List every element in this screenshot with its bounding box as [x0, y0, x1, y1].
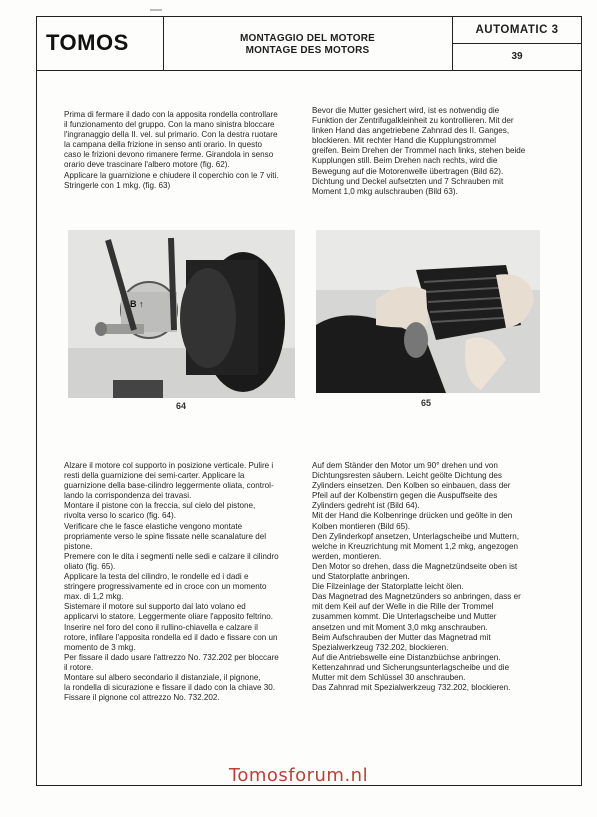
text-line: caso le frizioni devono rimanere ferme. Girandola in senso — [64, 150, 274, 160]
text-line: Applicare la guarnizione e chiudere il coperchio con le 7 viti. — [64, 170, 279, 180]
figure-64-caption: 64 — [176, 401, 187, 411]
header-divider — [36, 70, 582, 71]
text-line: l'ingranaggio della II. vel. sul primario. Con la destra ruotare — [64, 130, 278, 140]
text-line: blockieren. Mit rechter Hand die Kupplungstrommel — [312, 136, 496, 146]
text-line: rivolta verso lo scarico (fig. 64). — [64, 511, 177, 521]
text-line: Auf dem Ständer den Motor um 90° drehen und von — [312, 461, 498, 470]
text-line: Kettenzahnrad und Sicherungsunterlagscheibe und die — [312, 662, 510, 672]
text-line: Fissare il pignone col attrezzo No. 732.202. — [64, 693, 220, 703]
text-line: linken Hand das angetriebene Zahnrad des II. Ganges, — [312, 126, 510, 136]
piston-marking: B ↑ — [130, 299, 144, 309]
text-line: applicarvi lo statore. Leggermente oliare l'apposito feltrino. — [64, 612, 273, 622]
text-line: werden, montieren. — [312, 551, 382, 561]
text-line: la rondella di sicurazione e fissare il dado con la chiave 30. — [64, 683, 276, 693]
text-line: Zylinders gedreht ist (Bild 64). — [312, 501, 420, 511]
text-line: rotore, infilare l'apposita rondella ed il dado e fissare con un — [64, 632, 278, 642]
text-line: ansetzen und mit Moment 3,0 mkg anschrauben. — [312, 622, 488, 632]
text-line: Stringerle con 1 mkg. (fig. 63) — [64, 180, 171, 190]
text-line: Kolben montieren (Bild 65). — [312, 521, 411, 531]
text-line: Den Zylinderkopf ansetzen, Unterlagscheibe und Muttern, — [312, 531, 519, 541]
text-line: resti della guarnizione dei semi-carter. Applicare la — [64, 471, 245, 481]
text-line: Funktion der Zentrifugalkleinheit zu kontrollieren. Mit der — [312, 116, 514, 126]
text-line: Prima di fermare il dado con la apposita rondella controllare — [64, 110, 278, 119]
text-line: Moment 1,0 mkg aulschrauben (Bild 63). — [312, 186, 458, 196]
text-line: stringere progressivamente ed in croce con un momento — [64, 582, 267, 592]
page-title-french: MONTAGE DES MOTORS — [245, 45, 370, 56]
text-line: Per fissare il dado usare l'attrezzo No. 732.202 per bloccare — [64, 652, 279, 662]
text-line: il rotore. — [64, 662, 94, 672]
figure-65-photo — [316, 230, 540, 393]
text-line: Auf die Antriebswelle eine Distanzbüchse anbringen. — [312, 652, 501, 662]
scan-mark — [150, 9, 162, 11]
text-line: Das Magnetrad des Magnetzünders so anbringen, dass er — [312, 592, 521, 602]
text-line: Bevor die Mutter gesichert wird, ist es notwendig die — [312, 106, 500, 115]
text-line: Die Filzeinlage der Statorplatte leicht ölen. — [312, 582, 464, 592]
text-line: Montare il pistone con la freccia, sul cielo del pistone, — [64, 501, 256, 511]
cylinder-assembly-illustration — [316, 230, 540, 393]
text-line: Sistemare il motore sul supporto dal lato volano ed — [64, 602, 246, 612]
figure-65-caption: 65 — [421, 398, 432, 408]
text-line: Bewegung auf die Motorenwelle übertragen (Bild 62). — [312, 166, 504, 176]
text-block-italian-bottom — [64, 461, 301, 703]
text-line: Mit der Hand die Kolbenringe drücken und geölte in den — [312, 511, 513, 521]
text-line: pistone. — [64, 541, 93, 551]
text-line: max. di 1,2 mkg. — [64, 592, 124, 602]
text-line: Pfeil auf der Kolbenstirn gegen die Auspuffseite des — [312, 491, 498, 501]
engine-piston-illustration — [68, 230, 295, 398]
watermark: Tomosforum.nl — [228, 765, 369, 786]
text-line: Zylinders einsetzen. Den Kolben so einbauen, dass der — [312, 481, 511, 491]
text-line: Dichtung und Deckel aufsetzten und 7 Schrauben mit — [312, 176, 504, 186]
text-line: Spezialwerkzeug 732.202, blockieren. — [312, 642, 449, 652]
text-line: Das Zahnrad mit Spezialwerkzeug 732.202, blockieren. — [312, 683, 511, 693]
text-line: greifen. Beim Drehen der Trommel nach links, stehen beide — [312, 146, 526, 156]
text-line: Premere con le dita i segmenti nelle sedi e calzare il cilindro — [64, 551, 279, 561]
text-line: propriamente verso le spine fissate nelle scanalature del — [64, 531, 267, 541]
text-line: mit dem Keil auf der Welle in die Rille der Trommel — [312, 602, 494, 612]
header-model-divider — [452, 43, 582, 44]
text-line: Inserire nel foro del cono il rullino-chiavella e calzare il — [64, 622, 258, 632]
text-line: zusammen kommt. Die Unterlagscheibe und Mutter — [312, 612, 497, 622]
text-block-italian-top — [64, 110, 301, 191]
text-line: momento de 3 mkg. — [64, 642, 136, 652]
text-line: Applicare la testa del cilindro, le rondelle ed i dadi e — [64, 572, 249, 582]
text-line: oliato (fig. 65). — [64, 561, 116, 571]
text-line: Montare sul albero secondario il distanziale, il pignone, — [64, 672, 261, 682]
text-line: Mutter mit dem Schlüssel 30 anschrauben. — [312, 672, 466, 682]
model-name: AUTOMATIC 3 — [475, 24, 559, 36]
text-block-german-top — [312, 106, 543, 197]
brand-logo: TOMOS — [46, 30, 129, 55]
text-line: Kupplungen still. Beim Drehen nach rechts, wird die — [312, 156, 498, 166]
text-block-german-bottom — [312, 461, 543, 693]
figure-64-photo — [68, 230, 295, 398]
text-line: Den Motor so drehen, dass die Magnetzündseite oben ist — [312, 561, 518, 571]
text-line: Alzare il motore col supporto in posizione verticale. Pulire i — [64, 461, 274, 470]
text-line: Dichtungsresten säubern. Leicht geölte Dichtung des — [312, 471, 502, 481]
text-line: lando la corrispondenza dei travasi. — [64, 491, 192, 501]
text-line: und Statorplatte anbringen. — [312, 572, 410, 582]
text-line: guarnizione della base-cilindro leggermente oliata, control- — [64, 481, 274, 491]
page-number: 39 — [511, 51, 523, 62]
text-line: Verificare che le fasce elastiche vengono montate — [64, 521, 243, 531]
text-line: orario deve trascinare l'albero motore (fig. 62). — [64, 160, 230, 170]
text-line: Beim Aufschrauben der Mutter das Magnetrad mit — [312, 632, 491, 642]
text-line: la campana della frizione in senso anti orario. In questo — [64, 140, 262, 150]
page-title-italian: MONTAGGIO DEL MOTORE — [239, 33, 376, 44]
text-line: welche in Kreuzrichtung mit Moment 1,2 mkg, angezogen — [312, 541, 519, 551]
text-line: il funzionamento del gruppo. Con la mano sinistra bloccare — [64, 120, 275, 130]
